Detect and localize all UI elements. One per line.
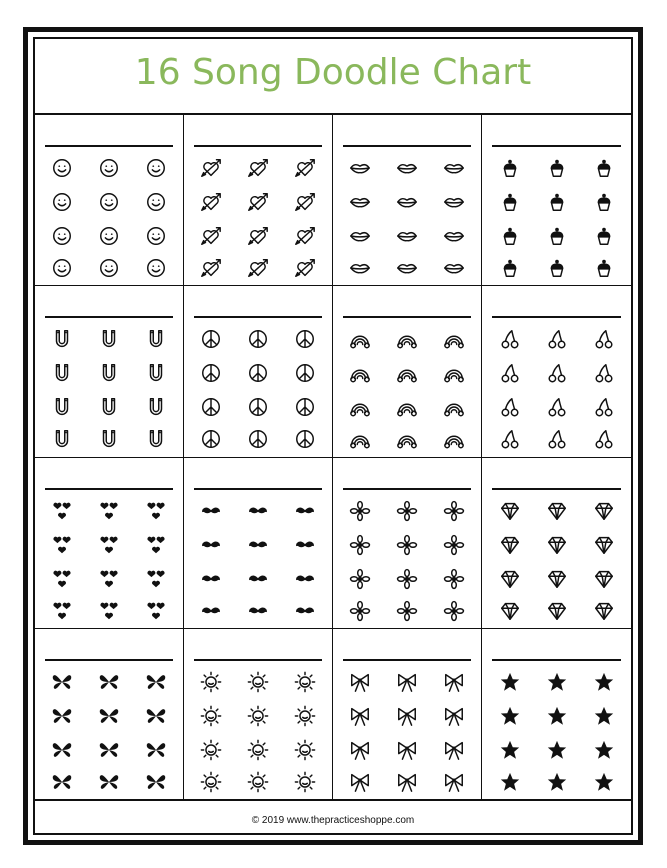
horseshoe-icon [51,396,73,418]
diamond-icon [546,568,568,590]
star-icon [546,739,568,761]
smiley-icon [145,257,167,279]
doodle-row [184,739,332,761]
doodle-row [35,568,183,590]
peace-sign-icon [294,328,316,350]
doodle-row [482,500,631,522]
hearts-cluster-icon [145,534,167,556]
doodle-row [35,191,183,213]
song-cell [35,629,184,800]
lips-icon [349,225,371,247]
flower-icon [349,568,371,590]
doodle-row [35,705,183,727]
sun-icon [247,739,269,761]
doodle-row [35,771,183,793]
song-cell [482,629,631,800]
doodle-row [333,568,481,590]
flower-icon [443,500,465,522]
doodle-row [184,534,332,556]
heart-arrow-icon [294,225,316,247]
song-cell [333,458,482,629]
hearts-cluster-icon [145,600,167,622]
mustache-icon [294,500,316,522]
doodle-row [333,600,481,622]
diamond-icon [499,534,521,556]
diamond-icon [499,500,521,522]
cupcake-icon [546,257,568,279]
horseshoe-icon [51,428,73,450]
doodle-row [482,705,631,727]
doodle-row [333,705,481,727]
song-title-line [194,488,322,490]
song-cell [184,458,333,629]
heart-arrow-icon [200,191,222,213]
doodle-row [482,534,631,556]
star-icon [546,705,568,727]
horseshoe-icon [145,328,167,350]
doodle-row [184,500,332,522]
star-icon [593,771,615,793]
sun-icon [247,671,269,693]
sun-icon [200,771,222,793]
star-icon [499,671,521,693]
song-title-line [194,145,322,147]
bow-icon [396,705,418,727]
song-title-line [45,659,173,661]
cupcake-icon [593,157,615,179]
doodle-row [482,157,631,179]
song-title-line [194,659,322,661]
diamond-icon [593,534,615,556]
song-title-line [492,488,621,490]
doodle-row [184,191,332,213]
hearts-cluster-icon [51,568,73,590]
sun-icon [247,771,269,793]
song-cell [184,286,333,457]
lips-icon [349,157,371,179]
rainbow-icon [443,328,465,350]
song-title-line [194,316,322,318]
sun-icon [294,739,316,761]
mustache-icon [247,600,269,622]
song-cell [482,115,631,286]
heart-arrow-icon [247,225,269,247]
star-icon [593,739,615,761]
doodle-row [482,739,631,761]
doodle-row [333,396,481,418]
song-title-line [343,145,471,147]
cherries-icon [499,362,521,384]
mustache-icon [294,534,316,556]
hearts-cluster-icon [145,500,167,522]
sun-icon [294,771,316,793]
mustache-icon [200,600,222,622]
horseshoe-icon [98,396,120,418]
flower-icon [349,534,371,556]
hearts-cluster-icon [98,534,120,556]
bow-icon [396,739,418,761]
smiley-icon [98,225,120,247]
lips-icon [396,225,418,247]
doodle-row [333,362,481,384]
peace-sign-icon [247,396,269,418]
doodle-row [333,534,481,556]
hearts-cluster-icon [51,534,73,556]
doodle-row [184,328,332,350]
cherries-icon [593,362,615,384]
doodle-row [35,500,183,522]
song-title-line [492,316,621,318]
doodle-row [482,568,631,590]
hearts-cluster-icon [98,600,120,622]
rainbow-icon [443,362,465,384]
cherries-icon [499,396,521,418]
bow-icon [349,705,371,727]
doodle-row [333,739,481,761]
mustache-icon [294,568,316,590]
cupcake-icon [546,157,568,179]
song-cell [35,458,184,629]
heart-arrow-icon [200,157,222,179]
rainbow-icon [349,396,371,418]
doodle-row [35,362,183,384]
cupcake-icon [593,225,615,247]
doodle-row [184,600,332,622]
doodle-row [184,396,332,418]
butterfly-icon [145,671,167,693]
diamond-icon [593,600,615,622]
lips-icon [443,225,465,247]
cherries-icon [499,428,521,450]
doodle-row [482,671,631,693]
doodle-row [35,671,183,693]
cherries-icon [546,328,568,350]
doodle-row [184,568,332,590]
smiley-icon [145,191,167,213]
peace-sign-icon [294,362,316,384]
doodle-row [482,771,631,793]
butterfly-icon [51,739,73,761]
mustache-icon [200,534,222,556]
peace-sign-icon [294,428,316,450]
cherries-icon [546,428,568,450]
cupcake-icon [499,191,521,213]
peace-sign-icon [247,428,269,450]
peace-sign-icon [200,328,222,350]
doodle-row [482,428,631,450]
horseshoe-icon [98,428,120,450]
lips-icon [349,257,371,279]
doodle-row [184,362,332,384]
sun-icon [247,705,269,727]
doodle-row [482,225,631,247]
song-cell [35,286,184,457]
bow-icon [443,705,465,727]
song-title-line [45,488,173,490]
mustache-icon [294,600,316,622]
butterfly-icon [98,705,120,727]
cupcake-icon [593,191,615,213]
star-icon [593,705,615,727]
star-icon [546,771,568,793]
butterfly-icon [98,771,120,793]
cherries-icon [546,396,568,418]
song-cell [184,115,333,286]
peace-sign-icon [200,428,222,450]
cupcake-icon [499,257,521,279]
bow-icon [443,671,465,693]
song-cell [482,458,631,629]
rainbow-icon [349,362,371,384]
rainbow-icon [396,428,418,450]
flower-icon [396,600,418,622]
doodle-row [333,157,481,179]
star-icon [593,671,615,693]
lips-icon [396,157,418,179]
smiley-icon [145,157,167,179]
heart-arrow-icon [294,257,316,279]
butterfly-icon [145,771,167,793]
doodle-row [184,157,332,179]
doodle-row [35,328,183,350]
page-title: 16 Song Doodle Chart [134,52,532,93]
horseshoe-icon [51,328,73,350]
bow-icon [349,671,371,693]
heart-arrow-icon [247,157,269,179]
bow-icon [349,771,371,793]
doodle-row [333,428,481,450]
smiley-icon [145,225,167,247]
flower-icon [349,500,371,522]
song-title-line [45,145,173,147]
rainbow-icon [443,428,465,450]
peace-sign-icon [200,396,222,418]
doodle-row [184,671,332,693]
butterfly-icon [51,771,73,793]
doodle-row [35,157,183,179]
rainbow-icon [396,328,418,350]
heart-arrow-icon [247,257,269,279]
cupcake-icon [499,225,521,247]
peace-sign-icon [200,362,222,384]
rainbow-icon [396,362,418,384]
heart-arrow-icon [200,225,222,247]
butterfly-icon [145,705,167,727]
doodle-row [35,600,183,622]
song-cell [482,286,631,457]
doodle-row [482,191,631,213]
song-title-line [492,659,621,661]
butterfly-icon [51,705,73,727]
cupcake-icon [546,191,568,213]
doodle-row [184,257,332,279]
rainbow-icon [349,428,371,450]
rainbow-icon [443,396,465,418]
doodle-row [184,705,332,727]
lips-icon [349,191,371,213]
diamond-icon [593,500,615,522]
bow-icon [396,771,418,793]
doodle-row [333,225,481,247]
doodle-row [482,396,631,418]
hearts-cluster-icon [145,568,167,590]
horseshoe-icon [145,428,167,450]
heart-arrow-icon [294,191,316,213]
heart-arrow-icon [294,157,316,179]
bow-icon [443,739,465,761]
mustache-icon [200,500,222,522]
star-icon [546,671,568,693]
horseshoe-icon [51,362,73,384]
song-cell [184,629,333,800]
cupcake-icon [499,157,521,179]
smiley-icon [51,191,73,213]
sun-icon [200,739,222,761]
song-title-line [343,488,471,490]
sun-icon [200,671,222,693]
copyright-footer: © 2019 www.thepracticeshoppe.com [251,815,415,826]
diamond-icon [593,568,615,590]
flower-icon [443,600,465,622]
doodle-row [482,362,631,384]
heart-arrow-icon [200,257,222,279]
song-title-line [492,145,621,147]
song-cell [35,115,184,286]
smiley-icon [98,191,120,213]
star-icon [499,739,521,761]
peace-sign-icon [247,328,269,350]
mustache-icon [247,500,269,522]
flower-icon [349,600,371,622]
doodle-row [35,534,183,556]
horseshoe-icon [145,362,167,384]
diamond-icon [546,600,568,622]
horseshoe-icon [98,328,120,350]
hearts-cluster-icon [98,568,120,590]
cherries-icon [593,428,615,450]
song-title-line [343,316,471,318]
doodle-row [35,225,183,247]
doodle-row [35,396,183,418]
flower-icon [443,534,465,556]
flower-icon [443,568,465,590]
sun-icon [294,671,316,693]
bow-icon [396,671,418,693]
peace-sign-icon [294,396,316,418]
doodle-row [184,428,332,450]
cupcake-icon [593,257,615,279]
butterfly-icon [51,671,73,693]
cherries-icon [593,328,615,350]
smiley-icon [51,257,73,279]
horseshoe-icon [145,396,167,418]
cherries-icon [593,396,615,418]
footer-divider [33,800,633,801]
hearts-cluster-icon [51,500,73,522]
cherries-icon [499,328,521,350]
doodle-row [333,191,481,213]
doodle-row [482,600,631,622]
hearts-cluster-icon [98,500,120,522]
doodle-row [333,257,481,279]
flower-icon [396,534,418,556]
diamond-icon [499,600,521,622]
butterfly-icon [98,739,120,761]
doodle-row [333,771,481,793]
diamond-icon [546,534,568,556]
sun-icon [294,705,316,727]
sun-icon [200,705,222,727]
lips-icon [443,257,465,279]
smiley-icon [51,157,73,179]
doodle-row [482,328,631,350]
doodle-row [35,739,183,761]
song-title-line [45,316,173,318]
lips-icon [443,191,465,213]
doodle-row [333,328,481,350]
flower-icon [396,568,418,590]
diamond-icon [546,500,568,522]
doodle-row [35,428,183,450]
rainbow-icon [349,328,371,350]
doodle-grid [35,115,631,800]
diamond-icon [499,568,521,590]
peace-sign-icon [247,362,269,384]
doodle-row [35,257,183,279]
mustache-icon [200,568,222,590]
rainbow-icon [396,396,418,418]
song-cell [333,286,482,457]
flower-icon [396,500,418,522]
bow-icon [349,739,371,761]
smiley-icon [98,257,120,279]
bow-icon [443,771,465,793]
smiley-icon [98,157,120,179]
hearts-cluster-icon [51,600,73,622]
horseshoe-icon [98,362,120,384]
butterfly-icon [145,739,167,761]
song-cell [333,115,482,286]
doodle-row [184,771,332,793]
doodle-row [482,257,631,279]
doodle-row [184,225,332,247]
song-title-line [343,659,471,661]
star-icon [499,771,521,793]
doodle-row [333,500,481,522]
cherries-icon [546,362,568,384]
butterfly-icon [98,671,120,693]
lips-icon [443,157,465,179]
lips-icon [396,257,418,279]
star-icon [499,705,521,727]
lips-icon [396,191,418,213]
mustache-icon [247,568,269,590]
doodle-row [333,671,481,693]
song-cell [333,629,482,800]
heart-arrow-icon [247,191,269,213]
cupcake-icon [546,225,568,247]
mustache-icon [247,534,269,556]
smiley-icon [51,225,73,247]
